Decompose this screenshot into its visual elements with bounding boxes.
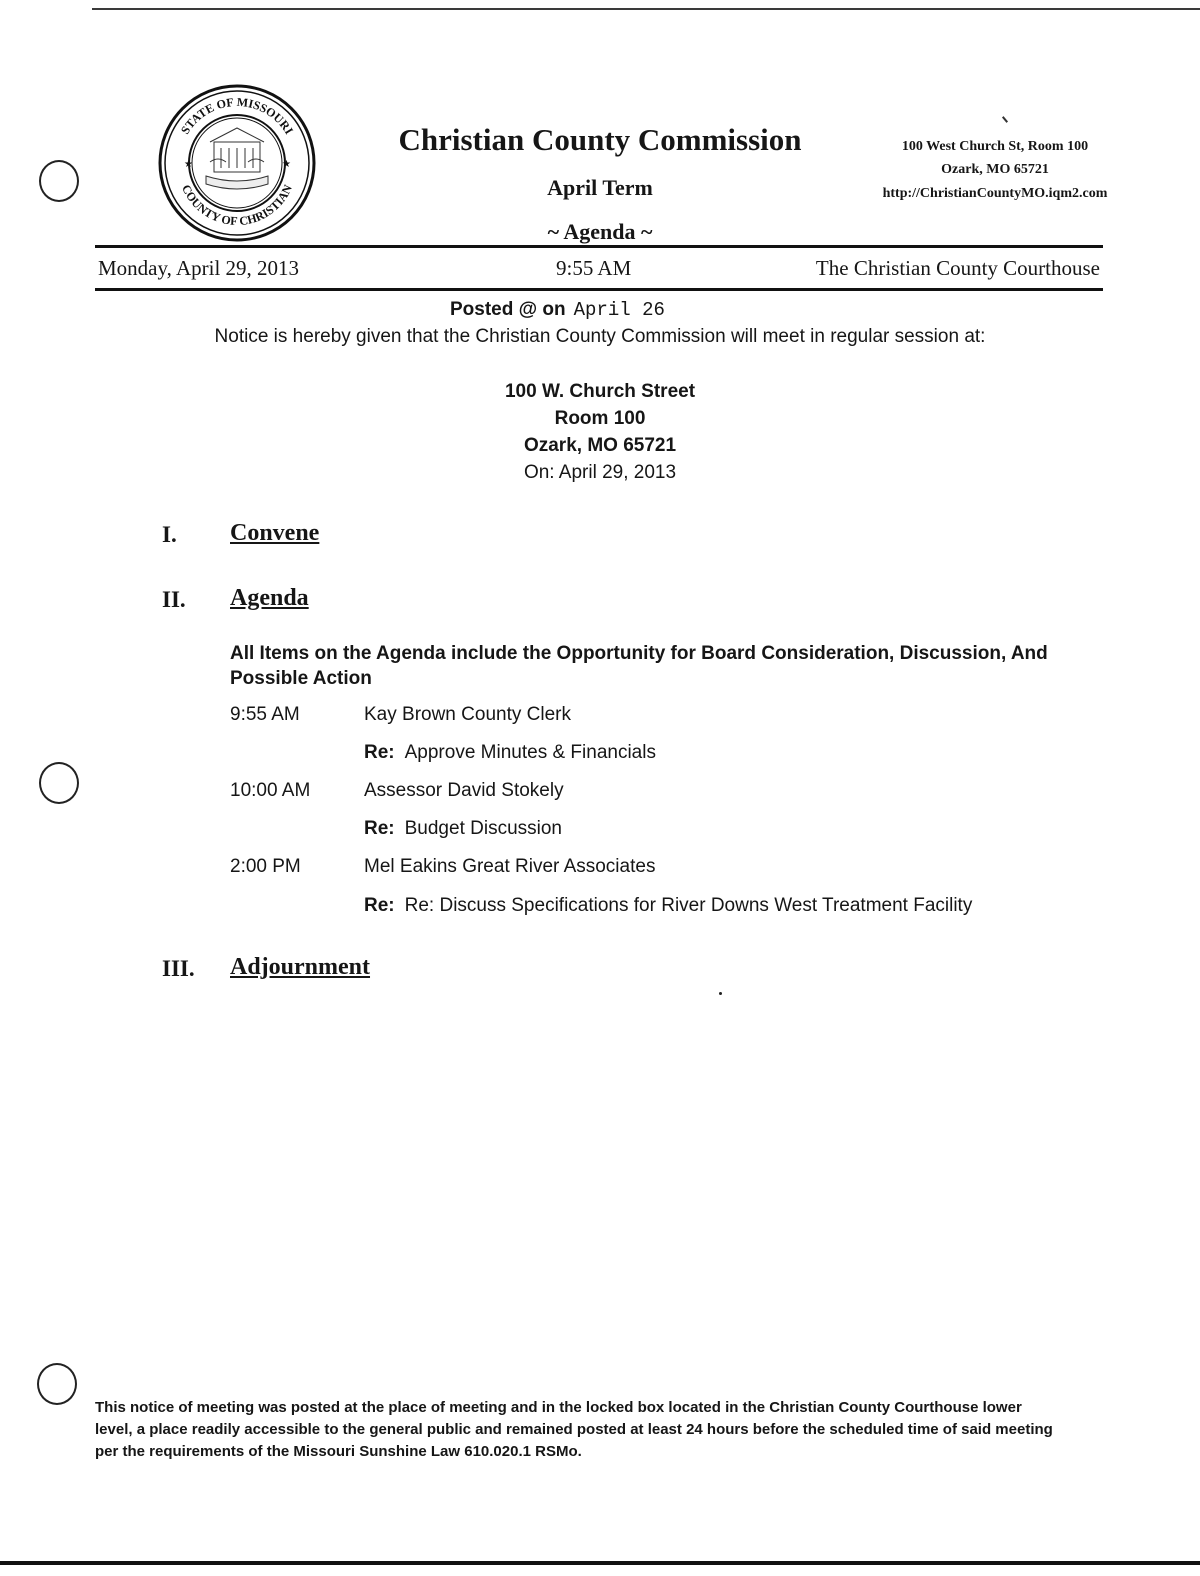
posting-notice-footer: This notice of meeting was posted at the place of meeting and in the locked box located in the Christian County Courthouse lower level, a place readily accessible to the general public and remained posted at least 24 hours before the scheduled time of said meeting per the requirements of the Missouri Sunshine Law 610.020.1 RSMo. <box>95 1399 1053 1460</box>
posted-line <box>450 299 665 321</box>
section-number-agenda: II. <box>162 587 186 612</box>
agenda-item-time: 2:00 PM <box>230 856 301 877</box>
meeting-date: Monday, April 29, 2013 <box>98 256 300 280</box>
svg-text:★: ★ <box>184 159 193 170</box>
hole-punch-top <box>39 160 79 202</box>
venue-street: 100 W. Church Street <box>504 381 696 402</box>
agenda-item-presenter: Kay Brown County Clerk <box>364 704 571 725</box>
re-label: Re: <box>364 818 395 839</box>
re-text: Approve Minutes & Financials <box>404 742 656 763</box>
agenda-item-re <box>364 818 562 840</box>
venue-date: On: April 29, 2013 <box>523 462 677 483</box>
re-text: Budget Discussion <box>404 818 562 839</box>
term-label: April Term <box>547 175 653 200</box>
section-number-adjournment: III. <box>162 956 195 981</box>
re-label: Re: <box>364 742 395 763</box>
meeting-location: The Christian County Courthouse <box>815 256 1100 280</box>
venue-room: Room 100 <box>554 408 646 429</box>
section-title-agenda: Agenda <box>230 585 309 611</box>
re-text: Re: Discuss Specifications for River Downs West Treatment Facility <box>404 895 973 916</box>
scan-mark <box>1002 116 1008 123</box>
agenda-item-time: 9:55 AM <box>230 704 300 725</box>
posted-date: April 26 <box>573 299 665 321</box>
section-number-convene: I. <box>162 522 177 547</box>
meeting-notice: Notice is hereby given that the Christian County Commission will meet in regular session at: <box>214 326 986 347</box>
scan-speck <box>719 992 722 995</box>
venue-city: Ozark, MO 65721 <box>523 435 677 456</box>
address-line-1: 100 West Church St, Room 100 <box>901 139 1089 154</box>
svg-text:COUNTY OF CHRISTIAN: COUNTY OF CHRISTIAN <box>179 182 295 229</box>
header-divider-top <box>95 245 1103 248</box>
county-seal-logo <box>158 84 316 242</box>
re-label: Re: <box>364 895 395 916</box>
agenda-heading: ~ Agenda ~ <box>547 219 653 244</box>
header-divider-bottom <box>95 288 1103 291</box>
hole-punch-bottom <box>37 1363 77 1405</box>
svg-text:★: ★ <box>282 159 291 170</box>
agenda-item-presenter: Mel Eakins Great River Associates <box>364 856 656 877</box>
hole-punch-middle <box>39 762 79 804</box>
meeting-time: 9:55 AM <box>556 256 632 280</box>
scan-top-edge <box>92 8 1200 10</box>
page-title: Christian County Commission <box>398 122 802 157</box>
posted-label: Posted @ on <box>450 299 566 320</box>
svg-text:STATE OF MISSOURI: STATE OF MISSOURI <box>177 94 297 137</box>
address-line-2: Ozark, MO 65721 <box>941 162 1049 177</box>
website-link[interactable]: http://ChristianCountyMO.iqm2.com <box>882 186 1108 201</box>
agenda-item-presenter: Assessor David Stokely <box>364 780 564 801</box>
agenda-item-time: 10:00 AM <box>230 780 311 801</box>
section-title-adjournment: Adjournment <box>230 954 371 980</box>
scan-bottom-edge <box>0 1561 1200 1565</box>
section-title-convene: Convene <box>230 520 320 546</box>
agenda-item-re <box>364 895 972 917</box>
agenda-item-re <box>364 742 656 764</box>
agenda-intro: All Items on the Agenda include the Opportunity for Board Consideration, Discussion, And Possible Action <box>230 643 1048 689</box>
